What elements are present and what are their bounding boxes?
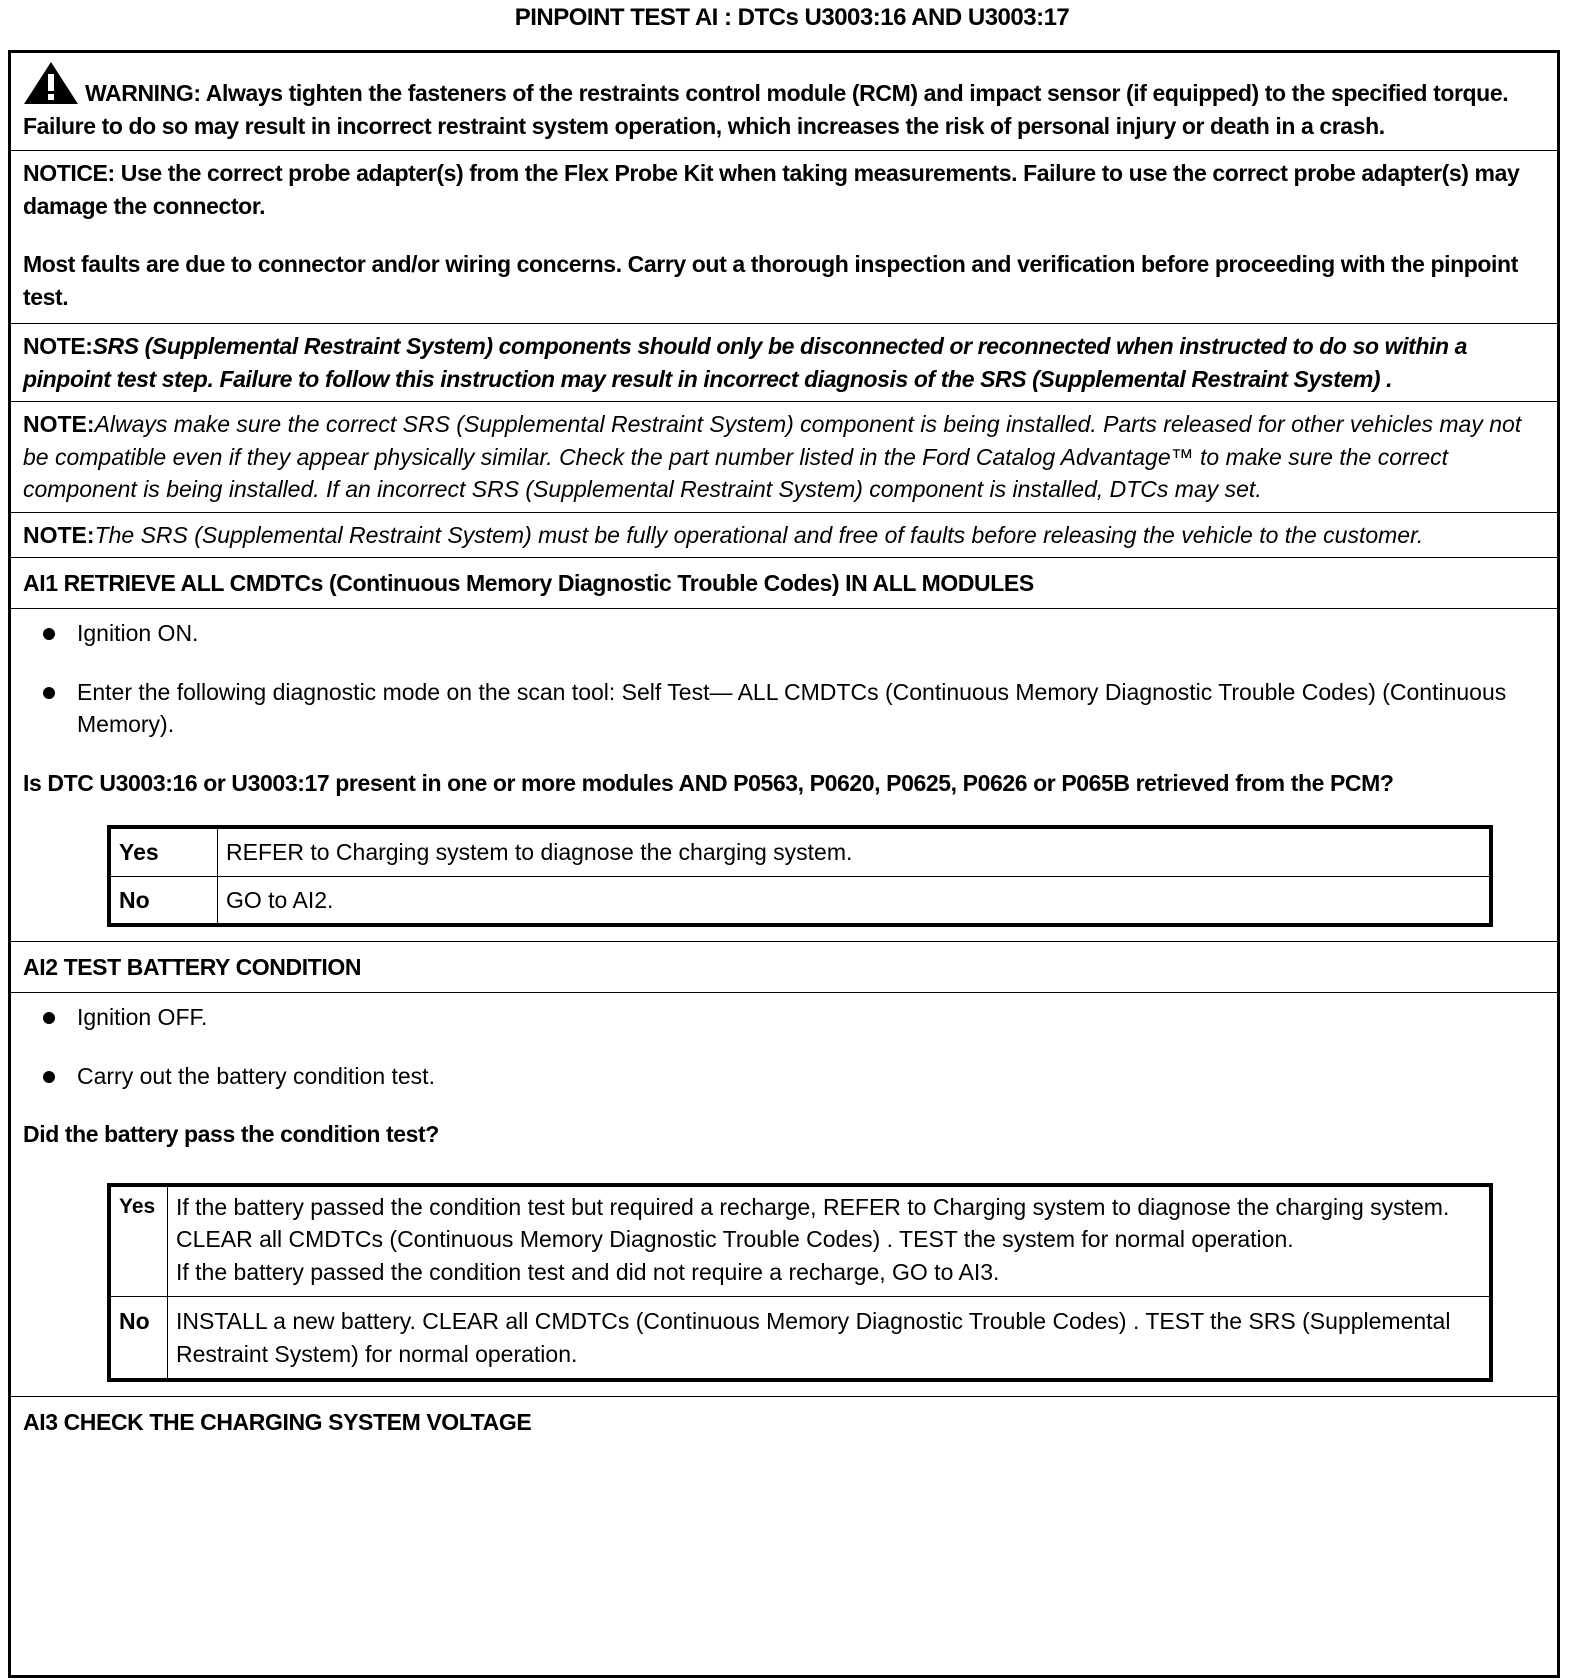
step-ai1-question: Is DTC U3003:16 or U3003:17 present in one or more modules AND P0563, P0620, P0625, P0626 or P065B retrieved from the PCM? [23, 769, 1394, 796]
notice-box [11, 151, 1557, 324]
note-label: NOTE: [23, 333, 93, 359]
step-ai2-answer-table [107, 1183, 1493, 1383]
warning-triangle-icon [23, 61, 79, 105]
bullet-icon [43, 1071, 55, 1083]
page-title: PINPOINT TEST AI : DTCs U3003:16 AND U3003:17 [514, 4, 1070, 31]
step-ai2-body [11, 993, 1557, 1397]
step-ai2-heading: AI2 TEST BATTERY CONDITION [11, 942, 1557, 993]
answer-line: If the battery passed the condition test and did not require a recharge, GO to AI3. [176, 1258, 1000, 1285]
bullet-item [23, 617, 1545, 650]
answer-row-yes [109, 827, 1491, 876]
step-ai2-question: Did the battery pass the condition test? [23, 1121, 439, 1147]
bullet-icon [43, 1012, 55, 1024]
bullet-text: Carry out the battery condition test. [77, 1062, 435, 1089]
answer-key: Yes [109, 827, 218, 876]
answer-action [168, 1185, 1492, 1297]
answer-key: Yes [109, 1185, 168, 1297]
bullet-icon [43, 628, 55, 640]
bullet-item [23, 676, 1545, 741]
answer-row-yes [109, 1185, 1491, 1297]
bullet-text: Enter the following diagnostic mode on the scan tool: Self Test— ALL CMDTCs (Continuous Memory Diagnostic Trouble Codes) (Continuous Memory). [77, 678, 1507, 737]
bullet-item [23, 1001, 1545, 1034]
answer-action: INSTALL a new battery. CLEAR all CMDTCs (Continuous Memory Diagnostic Trouble Codes) . TEST the SRS (Supplemental Restraint System) for normal operation. [168, 1297, 1492, 1381]
note-text: SRS (Supplemental Restraint System) components should only be disconnected or reconnected when instructed to do so within a pinpoint test step. Failure to follow this instruction may result in incorrect diagnosis of the SRS (Supplemental Restraint System) . [23, 333, 1468, 392]
bullet-text: Ignition ON. [77, 620, 199, 646]
note-srs-disconnect [11, 324, 1557, 402]
step-ai1-bullets [23, 617, 1545, 741]
step-ai2-bullets [23, 1001, 1545, 1092]
bullet-icon [43, 687, 55, 699]
answer-action: GO to AI2. [218, 876, 1492, 925]
answer-action: REFER to Charging system to diagnose the charging system. [218, 827, 1492, 876]
bullet-item [23, 1060, 1545, 1093]
note-label: NOTE: [23, 411, 95, 437]
note-srs-operational [11, 513, 1557, 559]
answer-row-no [109, 1297, 1491, 1381]
note-text: Always make sure the correct SRS (Supplemental Restraint System) component is being installed. Parts released for other vehicles may not be compatible even if they appear physically similar. Check the part number listed in the Ford Catalog Advantage™ to make sure the correct component is being installed. If an incorrect SRS (Supplemental Restraint System) component is installed, DTCs may set. [23, 411, 1522, 502]
answer-row-no [109, 876, 1491, 925]
warning-text: WARNING: Always tighten the fasteners of the restraints control module (RCM) and impact sensor (if equipped) to the specified torque. Failure to do so may result in incorrect restraint system operation, which increases the risk of personal injury or death in a crash. [23, 80, 1509, 139]
bullet-text: Ignition OFF. [77, 1004, 208, 1030]
warning-box [11, 53, 1557, 151]
pinpoint-test-frame [8, 50, 1560, 1678]
answer-key: No [109, 1297, 168, 1381]
step-ai1-body [11, 609, 1557, 942]
step-ai3-heading: AI3 CHECK THE CHARGING SYSTEM VOLTAGE [23, 1409, 532, 1435]
note-text: The SRS (Supplemental Restraint System) must be fully operational and free of faults before releasing the vehicle to the customer. [94, 521, 1424, 548]
note-correct-component [11, 402, 1557, 513]
step-ai1-answer-table [107, 825, 1493, 927]
notice-followup-text: Most faults are due to connector and/or wiring concerns. Carry out a thorough inspection and verification before proceeding with the pinpoint test. [23, 251, 1518, 310]
step-ai1-heading: AI1 RETRIEVE ALL CMDTCs (Continuous Memory Diagnostic Trouble Codes) IN ALL MODULES [11, 558, 1557, 609]
note-label: NOTE: [23, 521, 95, 548]
notice-text: NOTICE: Use the correct probe adapter(s) from the Flex Probe Kit when taking measurements. Failure to use the correct probe adapter(s) may damage the connector. [23, 160, 1520, 219]
answer-key: No [109, 876, 218, 925]
answer-line: If the battery passed the condition test but required a recharge, REFER to Charging system to diagnose the charging system. CLEAR all CMDTCs (Continuous Memory Diagnostic Trouble Codes) . TEST the system for normal operation. [176, 1193, 1450, 1252]
